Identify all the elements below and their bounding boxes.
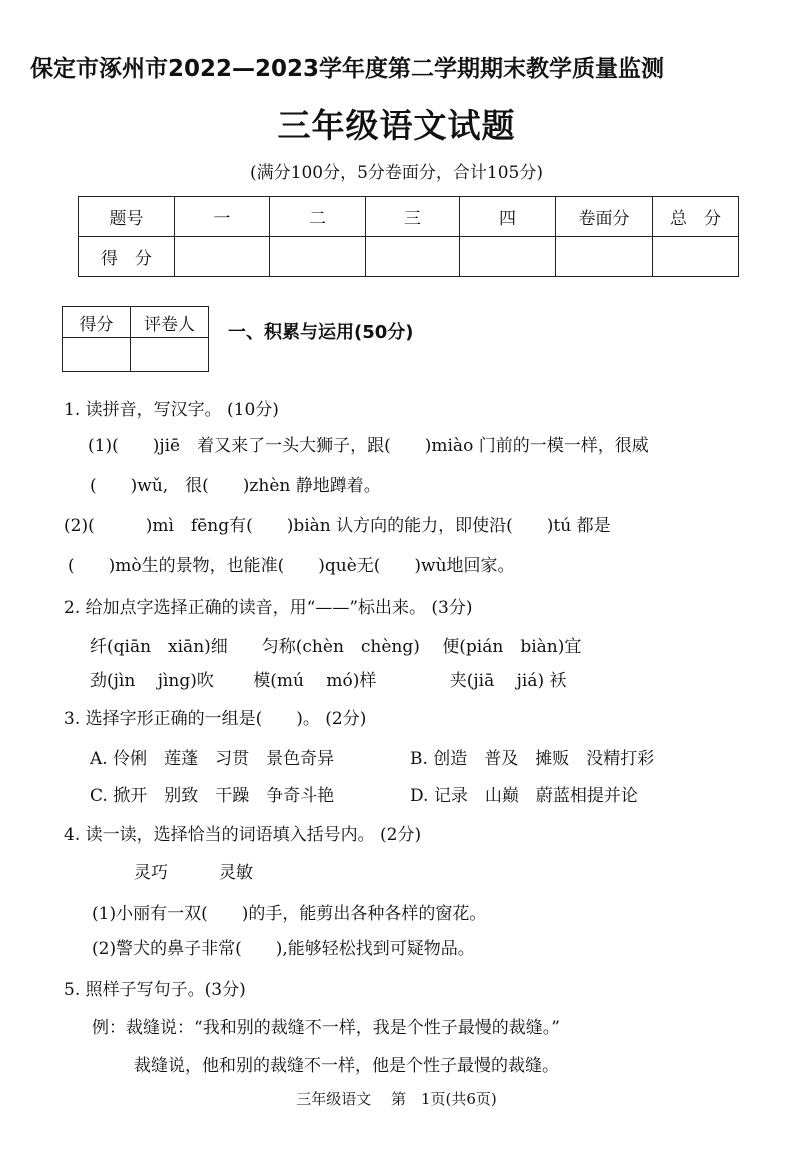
question-5-example: 例：裁缝说：“我和别的裁缝不一样，我是个性子最慢的裁缝。”	[92, 1018, 560, 1038]
question-1-line: ( )wǔ, 很( )zhèn 静地蹲着。	[90, 476, 381, 496]
score-table-header-row	[79, 197, 739, 237]
option-d: D. 记录 山巅 蔚蓝相提并论	[410, 786, 638, 806]
question-1-line: ( )mò生的景物，也能准( )què无( )wù地回家。	[68, 556, 515, 576]
question-2-title: 2. 给加点字选择正确的读音，用“——”标出来。 (3分)	[64, 598, 473, 618]
option-a: A. 伶俐 莲蓬 习贯 景色奇异	[90, 749, 335, 769]
question-2-line: 劲(jìn jìng)吹 模(mú mó)样 夹(jiā jiá) 袄	[90, 671, 567, 691]
page-footer: 三年级语文 第 1页(共6页)	[296, 1090, 497, 1108]
score-header-cell: 卷面分	[556, 197, 653, 237]
question-3-title: 3. 选择字形正确的一组是( )。 (2分)	[64, 709, 367, 729]
question-2-line: 纤(qiān xiān)细 匀称(chèn chèng) 便(pián biàn)宜	[90, 637, 582, 657]
question-1-line: (1)( )jiē 着又来了一头大狮子，跟( )miào 门前的一模一样，很威	[88, 436, 649, 456]
score-cell[interactable]	[653, 237, 739, 277]
score-table	[78, 196, 739, 277]
score-header-cell: 总 分	[653, 197, 739, 237]
score-cell[interactable]	[460, 237, 556, 277]
score-header-cell: 题号	[79, 197, 175, 237]
grader-table	[62, 306, 209, 372]
question-5-title: 5. 照样子写句子。(3分)	[64, 980, 246, 1000]
option-c: C. 掀开 别致 干躁 争奇斗艳	[90, 786, 335, 806]
score-header-cell: 一	[175, 197, 270, 237]
score-header-cell: 三	[366, 197, 460, 237]
score-note: (满分100分，5分卷面分，合计105分)	[250, 163, 543, 183]
score-cell[interactable]	[556, 237, 653, 277]
grader-score-cell[interactable]	[63, 338, 131, 372]
question-1-line: (2)( )mì fēng有( )biàn 认方向的能力，即使沿( )tú 都是	[64, 516, 611, 536]
question-5-example-answer: 裁缝说，他和别的裁缝不一样，他是个性子最慢的裁缝。	[134, 1056, 559, 1076]
score-table-score-row	[79, 237, 739, 277]
question-4-line: (2)警犬的鼻子非常( ),能够轻松找到可疑物品。	[92, 939, 475, 959]
grader-score-label: 得分	[63, 307, 131, 338]
grader-name-cell[interactable]	[131, 338, 209, 372]
question-1-title: 1. 读拼音，写汉字。 (10分)	[64, 400, 279, 420]
question-4-title: 4. 读一读，选择恰当的词语填入括号内。 (2分)	[64, 825, 422, 845]
question-4-line: (1)小丽有一双( )的手，能剪出各种各样的窗花。	[92, 904, 487, 924]
grader-name-label: 评卷人	[131, 307, 209, 338]
score-cell[interactable]	[366, 237, 460, 277]
exam-header-title: 保定市涿州市2022—2023学年度第二学期期末教学质量监测	[30, 56, 665, 82]
subject-title: 三年级语文试题	[277, 106, 516, 145]
option-b: B. 创造 普及 摊贩 没精打彩	[410, 749, 655, 769]
question-4-word-choices: 灵巧 灵敏	[134, 863, 253, 883]
score-cell[interactable]	[270, 237, 366, 277]
section-title: 一、积累与运用(50分)	[228, 322, 414, 343]
score-header-cell: 四	[460, 197, 556, 237]
score-row-label: 得 分	[79, 237, 175, 277]
score-cell[interactable]	[175, 237, 270, 277]
score-header-cell: 二	[270, 197, 366, 237]
